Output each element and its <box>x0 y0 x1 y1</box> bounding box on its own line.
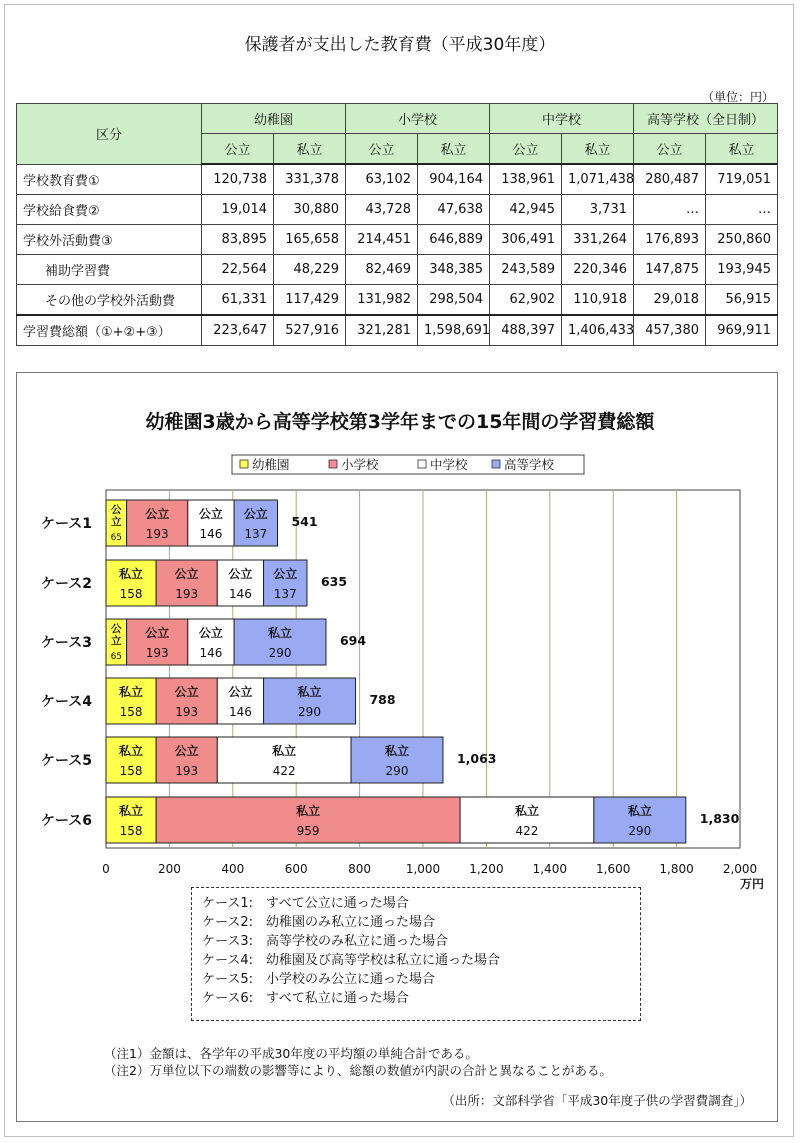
header-school-kindergarten: 幼稚園 <box>202 104 346 134</box>
table-cell: 1,598,691 <box>418 315 490 346</box>
segment-type-label: 公立 <box>145 507 170 521</box>
segment-type-label: 私立 <box>297 685 322 699</box>
page-title: 保護者が支出した教育費（平成30年度） <box>244 35 556 55</box>
segment-type-label: 私立 <box>119 804 144 818</box>
subheader-public: 公立 <box>346 134 418 165</box>
case-label: ケース3 <box>40 635 92 651</box>
table-cell: 3,731 <box>562 195 634 225</box>
segment-type-label: 公 <box>111 504 122 516</box>
segment-value-label: 158 <box>119 587 143 601</box>
segment-value-label: 158 <box>119 764 143 778</box>
table-cell: 214,451 <box>346 225 418 255</box>
segment-type-label: 立 <box>111 516 122 528</box>
subheader-private: 私立 <box>418 134 490 165</box>
table-cell: 646,889 <box>418 225 490 255</box>
case-label: ケース6 <box>40 813 92 829</box>
segment-value-label: 137 <box>273 587 297 601</box>
segment-value-label: 290 <box>628 824 652 838</box>
x-tick-label: 200 <box>157 862 181 876</box>
case-label: ケース1 <box>40 516 92 532</box>
bar-total-label: 788 <box>369 692 396 707</box>
table-cell: 48,229 <box>274 255 346 285</box>
case-description: ケース2: 幼稚園のみ私立に通った場合 <box>202 915 436 930</box>
subheader-public: 公立 <box>634 134 706 165</box>
table-cell: 331,378 <box>274 164 346 195</box>
table-cell: 131,982 <box>346 285 418 316</box>
header-school-high: 高等学校（全日制） <box>634 104 778 134</box>
x-tick-label: 2,000 <box>722 862 758 876</box>
subheader-private: 私立 <box>706 134 778 165</box>
table-cell: 348,385 <box>418 255 490 285</box>
segment-type-label: 公 <box>111 623 122 635</box>
bar-total-label: 1,830 <box>699 811 740 826</box>
case-label: ケース2 <box>40 576 92 592</box>
legend-label: 高等学校 <box>504 457 555 472</box>
segment-type-label: 私立 <box>272 744 297 758</box>
table-cell: 1,406,433 <box>562 315 634 346</box>
legend-label: 中学校 <box>430 457 468 472</box>
segment-type-label: 私立 <box>268 626 293 640</box>
footnote: （注2）万単位以下の端数の影響等により、総額の数値が内訳の合計と異なることがある。 <box>104 1063 612 1078</box>
segment-type-label: 公立 <box>174 744 199 758</box>
legend-swatch <box>492 460 500 468</box>
x-tick-label: 800 <box>348 862 372 876</box>
segment-value-label: 146 <box>228 587 252 601</box>
table-cell: 22,564 <box>202 255 274 285</box>
case-description: ケース4: 幼稚園及び高等学校は私立に通った場合 <box>202 953 501 968</box>
case-description: ケース5: 小学校のみ公立に通った場合 <box>202 972 436 987</box>
segment-type-label: 公立 <box>174 567 199 581</box>
table-cell: 165,658 <box>274 225 346 255</box>
row-label: 学習費総額（①+②+③） <box>17 315 202 346</box>
table-cell: 63,102 <box>346 164 418 195</box>
x-tick-label: 600 <box>284 862 308 876</box>
legend-swatch <box>240 460 248 468</box>
table-cell: 193,945 <box>706 255 778 285</box>
table-cell: 43,728 <box>346 195 418 225</box>
segment-value-label: 65 <box>110 652 123 662</box>
table-cell: … <box>634 195 706 225</box>
segment-value-label: 290 <box>298 705 321 719</box>
bar-total-label: 1,063 <box>456 751 497 766</box>
table-cell: 488,397 <box>490 315 562 346</box>
bar-total-label: 694 <box>339 633 367 648</box>
segment-type-label: 公立 <box>145 626 170 640</box>
case-description: ケース1: すべて公立に通った場合 <box>202 896 409 911</box>
segment-type-label: 公立 <box>228 567 253 581</box>
segment-type-label: 公立 <box>198 626 223 640</box>
case-description: ケース3: 高等学校のみ私立に通った場合 <box>202 934 449 949</box>
table-cell: 82,469 <box>346 255 418 285</box>
table-cell: 331,264 <box>562 225 634 255</box>
x-tick-label: 1,000 <box>405 862 441 876</box>
legend-swatch <box>418 460 426 468</box>
table-cell: 117,429 <box>274 285 346 316</box>
table-cell: 719,051 <box>706 164 778 195</box>
header-school-elementary: 小学校 <box>346 104 490 134</box>
segment-type-label: 公立 <box>273 567 298 581</box>
segment-type-label: 公立 <box>228 685 253 699</box>
segment-type-label: 公立 <box>174 685 199 699</box>
table-cell: 47,638 <box>418 195 490 225</box>
segment-type-label: 私立 <box>384 744 410 758</box>
source-citation: （出所：文部科学省「平成30年度子供の学習費調査」） <box>442 1093 752 1108</box>
segment-type-label: 私立 <box>296 804 321 818</box>
legend-swatch <box>329 460 337 468</box>
segment-value-label: 193 <box>145 646 169 660</box>
segment-type-label: 私立 <box>627 804 652 818</box>
legend-label: 幼稚園 <box>252 457 290 472</box>
table-cell: 904,164 <box>418 164 490 195</box>
table-cell: … <box>706 195 778 225</box>
x-tick-label: 1,600 <box>596 862 631 876</box>
case-label: ケース4 <box>40 694 92 710</box>
row-label: 学校外活動費③ <box>17 225 202 255</box>
subheader-private: 私立 <box>562 134 634 165</box>
segment-value-label: 146 <box>228 705 252 719</box>
segment-value-label: 193 <box>145 527 169 541</box>
table-cell: 969,911 <box>706 315 778 346</box>
table-cell: 176,893 <box>634 225 706 255</box>
segment-type-label: 私立 <box>119 685 144 699</box>
header-category: 区分 <box>17 104 202 165</box>
legend-label: 小学校 <box>341 457 379 472</box>
segment-value-label: 158 <box>119 824 143 838</box>
table-cell: 298,504 <box>418 285 490 316</box>
x-tick-label: 1,800 <box>659 862 694 876</box>
table-cell: 250,860 <box>706 225 778 255</box>
table-cell: 83,895 <box>202 225 274 255</box>
header-school-junior-high: 中学校 <box>490 104 634 134</box>
segment-value-label: 193 <box>175 587 199 601</box>
segment-value-label: 137 <box>244 527 268 541</box>
segment-type-label: 私立 <box>514 804 539 818</box>
footnotes <box>104 1045 612 1079</box>
segment-type-label: 公立 <box>243 507 268 521</box>
bar-total-label: 635 <box>320 574 348 589</box>
segment-value-label: 193 <box>175 705 199 719</box>
table-cell: 42,945 <box>490 195 562 225</box>
row-label: 学校給食費② <box>17 195 202 225</box>
segment-value-label: 65 <box>110 533 123 543</box>
segment-type-label: 立 <box>111 635 122 647</box>
table-cell: 110,918 <box>562 285 634 316</box>
x-tick-label: 1,200 <box>469 862 504 876</box>
table-cell: 321,281 <box>346 315 418 346</box>
row-label: その他の学校外活動費 <box>17 285 202 316</box>
row-label: 補助学習費 <box>17 255 202 285</box>
table-cell: 220,346 <box>562 255 634 285</box>
chart-title: 幼稚園3歳から高等学校第3学年までの15年間の学習費総額 <box>145 411 655 433</box>
subheader-public: 公立 <box>202 134 274 165</box>
table-cell: 1,071,438 <box>562 164 634 195</box>
cases-legend-box <box>191 887 641 1021</box>
segment-type-label: 公立 <box>198 507 223 521</box>
table-cell: 30,880 <box>274 195 346 225</box>
table-cell: 527,916 <box>274 315 346 346</box>
case-description: ケース6: すべて私立に通った場合 <box>202 991 409 1006</box>
subheader-public: 公立 <box>490 134 562 165</box>
segment-value-label: 193 <box>175 764 199 778</box>
segment-value-label: 959 <box>296 824 320 838</box>
x-tick-label: 1,400 <box>532 862 567 876</box>
table-cell: 280,487 <box>634 164 706 195</box>
x-tick-label: 0 <box>102 862 110 876</box>
segment-value-label: 422 <box>515 824 539 838</box>
case-label: ケース5 <box>40 753 92 769</box>
unit-note: （単位：円） <box>701 90 774 104</box>
table-cell: 138,961 <box>490 164 562 195</box>
table-cell: 56,915 <box>706 285 778 316</box>
segment-type-label: 私立 <box>119 744 144 758</box>
footnote: （注1）金額は、各学年の平成30年度の平均額の単純合計である。 <box>104 1046 478 1061</box>
x-axis-label: 万円 <box>739 877 765 891</box>
table-cell: 120,738 <box>202 164 274 195</box>
segment-value-label: 290 <box>385 764 409 778</box>
segment-value-label: 158 <box>119 705 143 719</box>
segment-type-label: 私立 <box>119 567 144 581</box>
x-tick-label: 400 <box>221 862 245 876</box>
table-cell: 457,380 <box>634 315 706 346</box>
table-cell: 19,014 <box>202 195 274 225</box>
segment-value-label: 146 <box>199 646 223 660</box>
subheader-private: 私立 <box>274 134 346 165</box>
table-cell: 243,589 <box>490 255 562 285</box>
table-cell: 29,018 <box>634 285 706 316</box>
segment-value-label: 290 <box>268 646 292 660</box>
segment-value-label: 146 <box>199 527 223 541</box>
bar-total-label: 541 <box>291 514 318 529</box>
table-cell: 306,491 <box>490 225 562 255</box>
row-label: 学校教育費① <box>17 164 202 195</box>
table-cell: 223,647 <box>202 315 274 346</box>
table-cell: 62,902 <box>490 285 562 316</box>
table-cell: 147,875 <box>634 255 706 285</box>
segment-value-label: 422 <box>272 764 296 778</box>
table-cell: 61,331 <box>202 285 274 316</box>
